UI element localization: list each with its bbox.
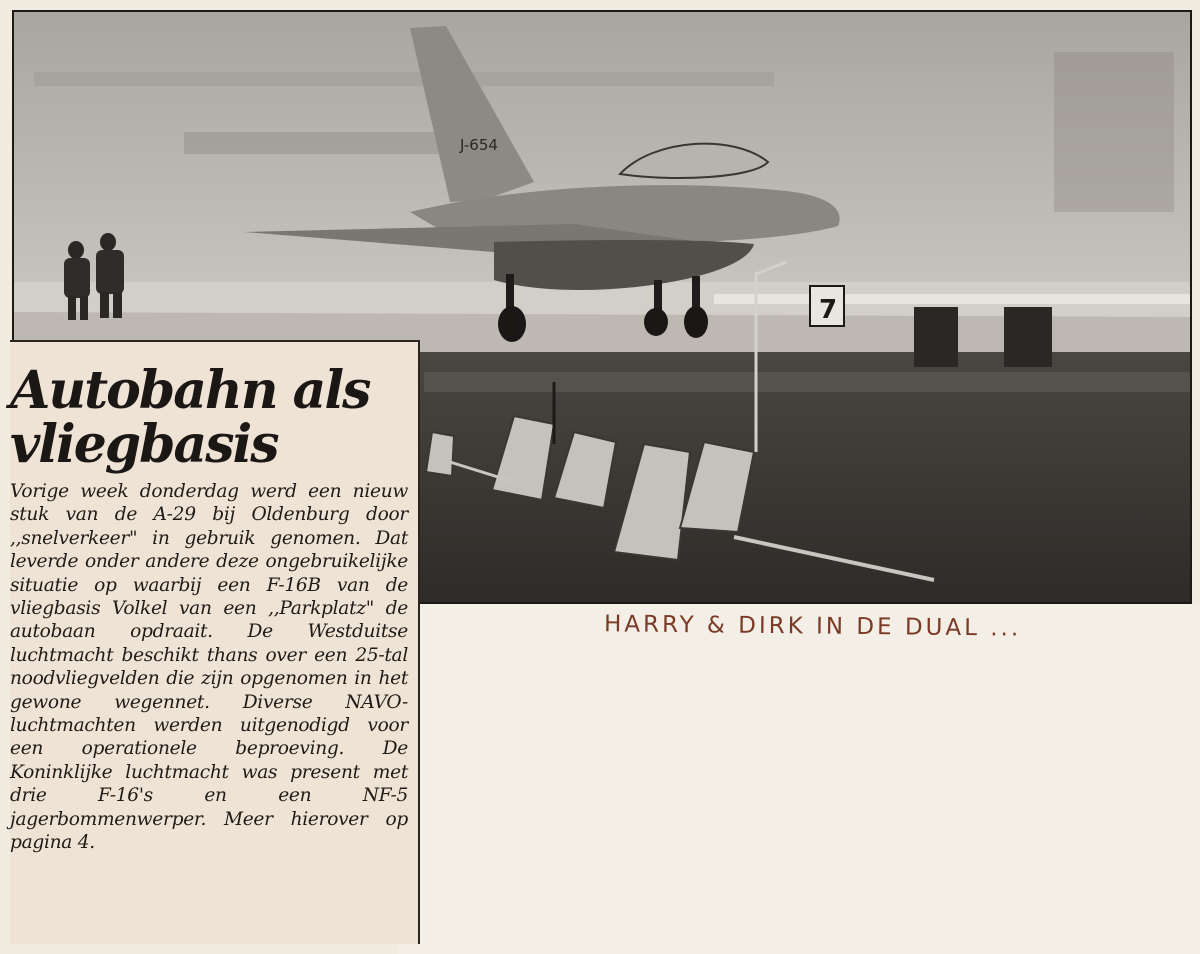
- road-sign-number: 7: [819, 295, 838, 325]
- article-headline: Autobahn als vliegbasis: [10, 360, 370, 475]
- article-column: [10, 340, 420, 944]
- article-body: Vorige week donderdag werd een nieuw stuk van de A-29 bij Oldenburg door ,,snelverkeer" in gebruik genomen. Dat leverde onder andere deze ongebruikelijke situatie op waarbij een F-16B van de vliegbasis Volkel van een ,,Parkplatz" de autobaan opdraait. De Westduitse luchtmacht beschikt thans over een 25-tal noodvliegvelden die zijn opgenomen in het gewone wegennet. Diverse NAVO-luchtmachten werden uitgenodigd voor een operationele beproeving. De Koninklijke luchtmacht was present met drie F-16's en een NF-5 jagerbommenwerper. Meer hierover op pagina 4.: [10, 481, 408, 854]
- tail-marking: J-654: [460, 136, 498, 154]
- blank-paper-area: [398, 604, 1200, 954]
- handwritten-note: HARRY & DIRK IN DE DUAL ...: [603, 611, 1022, 642]
